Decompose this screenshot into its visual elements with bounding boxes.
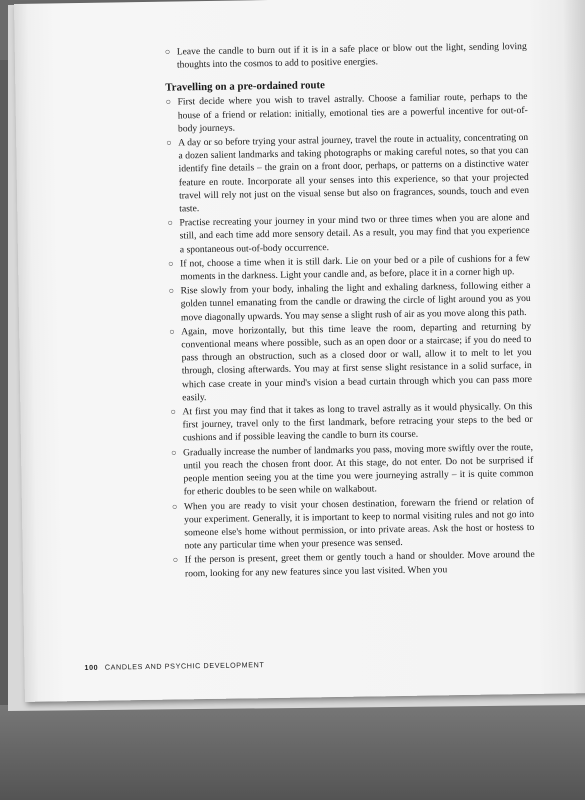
item-text: When you are ready to visit your chosen destination, forewarn the friend or relation of your experiment. Generally, it is important to keep to normal visiting rules and not go into someone else's home without permission, or into private areas. Ask the host or hostess to note any particular time when your presence was sensed. [183,495,535,552]
bullet-icon: ○ [166,137,172,148]
bullet-icon: ○ [172,554,179,565]
list-item [166,131,529,216]
bullet-icon: ○ [164,46,171,57]
section-heading: Travelling on a pre-ordained route [165,79,325,95]
bullet-icon: ○ [169,326,175,337]
bullet-icon: ○ [165,96,172,108]
book-page [14,0,585,702]
page-footer [84,660,264,672]
list-item [170,400,533,445]
bullet-icon: ○ [170,447,177,458]
item-text: If the person is present, greet them or gently touch a hand or shoulder. Move around the room, looking for any new features since you last visited. When you [184,549,535,579]
item-text: Again, move horizontally, but this time leave the room, departing and returning by conventional means where possible, such as an open door or a staircase; if you do need to pass through an obstruction, such as a closed door or wall, allow it to melt to let you through, closing afterwards. You may at first sense slight resistance in a solid surface, in which case create in your mind's vision a bead curtain through which you can pass more easily. [181,320,533,404]
item-text: If not, choose a time when it is still dark. Lie on your bed or a pile of cushions for a few moments in the darkness. Light your candle and, as before, place it in a corner high up. [180,252,531,283]
item-text: At first you may find that it takes as long to travel astrally as it would physically. On this first journey, travel only to the first landmark, before retracing your steps to the bed or cushions and if possible leaving the candle to burn its course. [182,400,533,444]
item-text: Leave the candle to burn out if it is in a safe place or blow out the light, sending loving thoughts into the cosmos to add to positive energies. [176,40,527,71]
item-text: Gradually increase the number of landmarks you pass, moving more swiftly over the route, until you reach the chosen front door. At this stage, do not enter. Do not be surprised if people mention seeing you at the time you were journeying astrally – it is quite common for etheric doubles to be seen while on walkabout. [182,441,534,498]
bullet-icon: ○ [168,285,175,296]
list-item [168,279,531,324]
page-edge-shadow [563,0,585,693]
item-text: Practise recreating your journey in your mind two or three times when you are alone and still, and each time add more sensory detail. As a result, you may find that you experience a spontaneous out-of-body occurrence. [179,212,530,256]
item-text: First decide where you wish to travel astrally. Choose a familiar route, perhaps to the house of a friend or relation: initially, emotional ties are a powerful incentive for out-of-body journeys. [177,91,528,135]
item-text: A day or so before trying your astral journey, travel the route in actuality, concentrating on a dozen salient landmarks and taking photographs or making careful notes, so that you can identify fine details – the grain on a front door, perhaps, or patterns on a distinctive water feature en route. Incorporate all your senses into this experience, so that your projected travel will rely not just on the visual sense but also on fragrances, sounds, touch and even taste. [178,131,530,215]
bullet-icon: ○ [167,217,173,228]
bullet-list [165,90,535,580]
list-item [165,90,528,135]
item-text: Rise slowly from your body, inhaling the light and exhaling darkness, following either a golden tunnel emanating from the candle or drawing the circle of light around you as you move diagonally upwards. You may sense a slight rush of air as you move along this path. [180,280,531,324]
page-number: 100 [84,662,99,672]
list-item [172,494,535,552]
bullet-icon: ○ [168,258,174,269]
running-title: CANDLES AND PSYCHIC DEVELOPMENT [104,660,265,672]
list-item [171,441,534,499]
list-item [169,320,532,405]
list-item [173,548,535,580]
background-surface-bottom [0,705,585,800]
list-item-intro [165,40,527,72]
list-item [167,211,530,256]
bullet-icon: ○ [170,406,176,417]
bullet-icon: ○ [171,500,178,512]
page-content [165,40,535,581]
